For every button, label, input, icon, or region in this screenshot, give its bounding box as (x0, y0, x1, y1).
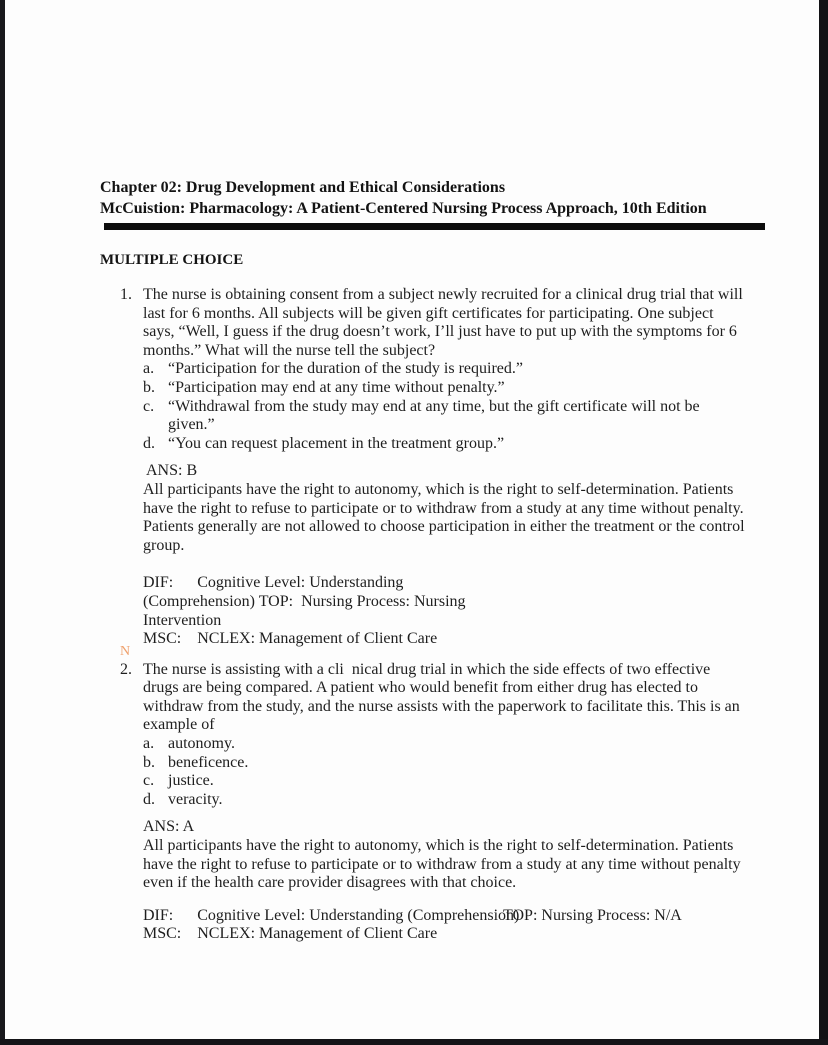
question-1-option-a (143, 360, 746, 379)
option-letter: a. (143, 735, 155, 753)
meta-msc: MSC: NCLEX: Management of Client Care (143, 925, 438, 943)
question-1 (120, 286, 828, 649)
annotation-marker: N (120, 643, 131, 659)
question-2-row (120, 661, 828, 810)
section-heading: MULTIPLE CHOICE (100, 252, 244, 268)
question-1-body (143, 286, 746, 453)
option-text: justice. (168, 772, 214, 790)
option-text: veracity. (168, 790, 223, 808)
question-2-body (143, 661, 746, 810)
page-edge-bottom (0, 1039, 828, 1045)
question-2-option-c (143, 772, 746, 791)
question-1-option-c (143, 398, 746, 435)
question-2 (120, 643, 828, 944)
answer-label: ANS: A (143, 818, 195, 836)
option-letter: a. (143, 360, 155, 378)
question-1-row (120, 286, 828, 453)
option-letter: d. (143, 434, 155, 452)
option-text: “Participation for the duration of the study is required.” (168, 360, 524, 378)
answer-rationale: All participants have the right to autonomy, which is the right to self-determination. Patients have the right to refuse to participate or to withdraw from a study at any time without penalty even if the health care provider disagrees with that choice. (143, 837, 741, 892)
document-header (100, 177, 722, 219)
question-2-option-a (143, 735, 746, 754)
option-letter: b. (143, 753, 155, 771)
page-edge-left (0, 0, 5, 1045)
question-1-stem: The nurse is obtaining consent from a subject newly recruited for a clinical drug trial that will last for 6 months. All subjects will be given gift certificates for participating. One subject says, “Well, I guess if the drug doesn’t work, I’ll just have to put up with the symptoms for 6 months.” What will the nurse tell the subject? (143, 286, 747, 359)
meta-top: TOP: Nursing Process: N/A (503, 906, 682, 924)
header-divider-bar (104, 223, 765, 230)
option-letter: b. (143, 378, 155, 396)
meta-top-continued: Intervention (143, 611, 222, 629)
page-edge-right (819, 0, 828, 1045)
option-letter: d. (143, 790, 155, 808)
book-title: McCuistion: Pharmacology: A Patient-Centered Nursing Process Approach, 10th Edition (100, 200, 707, 217)
meta-top: (Comprehension) TOP: Nursing Process: Nursing (143, 592, 466, 610)
meta-dif: DIF: Cognitive Level: Understanding (Comprehension) (143, 906, 520, 924)
question-1-option-d (143, 435, 746, 454)
question-2-meta (143, 907, 746, 926)
question-2-number: 2. (120, 660, 132, 678)
question-2-option-d (143, 791, 746, 810)
question-2-option-b (143, 754, 746, 773)
answer-label: ANS: B (146, 462, 198, 480)
question-1-number: 1. (120, 286, 132, 303)
option-text: “Participation may end at any time without penalty.” (168, 378, 505, 396)
question-1-option-b (143, 379, 746, 398)
chapter-title: Chapter 02: Drug Development and Ethical Considerations (100, 179, 506, 196)
option-text: “You can request placement in the treatment group.” (168, 434, 505, 452)
option-letter: c. (143, 772, 155, 790)
option-text: autonomy. (168, 735, 235, 753)
meta-msc: MSC: NCLEX: Management of Client Care (143, 630, 438, 648)
question-1-answer (143, 462, 746, 648)
question-1-meta (143, 574, 746, 648)
option-text: “Withdrawal from the study may end at any time, but the gift certificate will not be given.” (168, 397, 700, 434)
option-text: beneficence. (168, 753, 249, 771)
answer-rationale: All participants have the right to autonomy, which is the right to self-determination. Patients have the right to refuse to participate or to withdraw from a study at any time without penalty. Patients generally are not allowed to choose participation in either the treatment or the control group. (143, 480, 745, 554)
meta-dif: DIF: Cognitive Level: Understanding (143, 574, 404, 592)
option-letter: c. (143, 397, 155, 415)
question-2-answer (143, 818, 746, 944)
question-2-stem: The nurse is assisting with a cli nical drug trial in which the side effects of two effective drugs are being compared. A patient who would benefit from either drug has elected to withdraw from the study, and the nurse assists with the paperwork to facilitate this. This is an example of (143, 660, 744, 734)
